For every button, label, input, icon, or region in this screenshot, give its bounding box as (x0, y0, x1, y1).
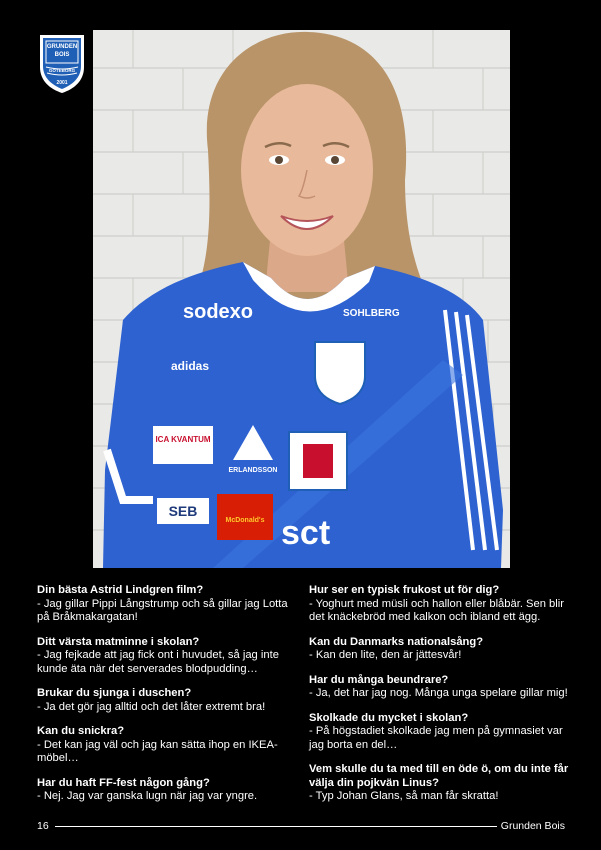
answer: - Ja det gör jag alltid och det låter extremt bra! (37, 700, 266, 713)
qa-item (37, 777, 299, 804)
qa-item (309, 674, 571, 701)
qa-item (309, 636, 571, 663)
interview-column-left (37, 584, 299, 815)
answer: - Nej. Jag var ganska lugn när jag var yngre. (37, 790, 258, 802)
club-logo (36, 31, 88, 95)
qa-item (37, 584, 299, 625)
logo-text-top: GRUNDEN (46, 44, 78, 50)
qa-item (309, 584, 571, 625)
sponsor-ica: ICA KVANTUM (155, 435, 211, 444)
qa-item (37, 636, 299, 677)
question: Vem skulle du ta med till en öde ö, om du inte får välja din pojkvän Linus? (309, 763, 569, 789)
qa-item (37, 687, 299, 714)
qa-item (309, 763, 571, 804)
answer: - Ja, det har jag nog. Många unga spelare gillar mig! (309, 687, 568, 699)
interview-column-right (309, 584, 571, 815)
logo-text-mid: BOIS (54, 52, 70, 58)
sponsor-adidas: adidas (171, 359, 210, 373)
sponsor-mcdonalds: McDonald's (225, 517, 265, 524)
question: Kan du Danmarks nationalsång? (309, 635, 484, 648)
question: Kan du snickra? (37, 725, 125, 737)
answer: - Jag fejkade att jag fick ont i huvudet, så jag inte kunde äta när det serverades blodpudding… (37, 649, 279, 675)
qa-item (309, 712, 571, 753)
answer: - Typ Johan Glans, så man får skratta! (309, 790, 499, 802)
answer: - På högstadiet skolkade jag men på gymnasiet var jag borta en del… (309, 725, 563, 751)
page-footer (37, 820, 565, 834)
logo-text-city: GÖTEBORG (48, 68, 76, 73)
question: Din bästa Astrid Lindgren film? (37, 584, 204, 596)
answer: - Jag gillar Pippi Långstrump och så gillar jag Lotta på Bråkmakargatan! (37, 597, 288, 623)
question: Har du haft FF-fest någon gång? (37, 776, 210, 789)
sponsor-sodexo: sodexo (183, 301, 254, 323)
question: Brukar du sjunga i duschen? (37, 687, 192, 699)
logo-text-year: 2001 (56, 80, 68, 86)
answer: - Det kan jag väl och jag kan sätta ihop en IKEA-möbel… (37, 738, 278, 764)
footer-divider (55, 826, 497, 827)
question: Hur ser en typisk frukost ut för dig? (309, 584, 500, 596)
sponsor-sohlberg: SOHLBERG (343, 308, 400, 319)
shirt-crest (315, 342, 365, 404)
footer-club-name: Grunden Bois (500, 820, 565, 832)
answer: - Yoghurt med müsli och hallon eller blåbär. Sen blir det knäckebröd med kalkon och ibland ett ägg. (309, 597, 564, 623)
answer: - Kan den lite, den är jättesvår! (309, 649, 462, 661)
question: Skolkade du mycket i skolan? (309, 711, 469, 724)
page-number: 16 (37, 820, 49, 832)
player-photo (93, 30, 510, 568)
qa-item (37, 725, 299, 766)
sponsor-sct: sct (281, 514, 331, 552)
question: Har du många beundrare? (309, 673, 449, 686)
sponsor-erlandsson: ERLANDSSON (228, 467, 278, 474)
sponsor-seb: SEB (168, 503, 198, 519)
question: Ditt värsta matminne i skolan? (37, 635, 200, 648)
